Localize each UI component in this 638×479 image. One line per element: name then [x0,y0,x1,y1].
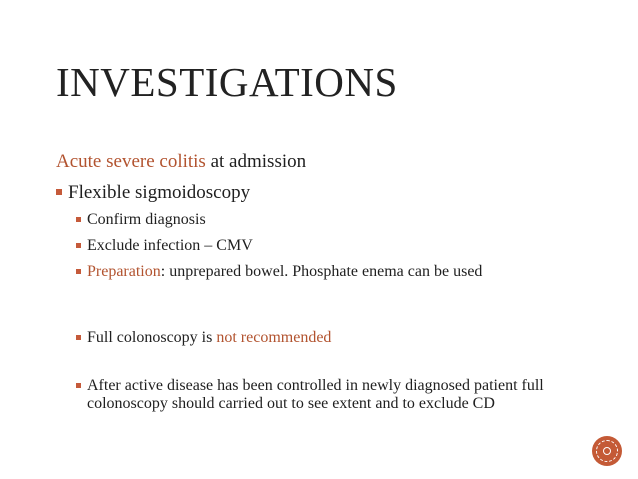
logo-center [603,447,611,455]
subbullet-after-active-disease [76,377,586,413]
subbullet-full-colonoscopy [76,329,586,347]
subbullet-preparation [76,263,586,281]
square-bullet-icon [76,217,81,222]
square-bullet-icon [56,189,62,195]
preparation-rest: : unprepared bowel. Phosphate enema can be used [160,263,483,280]
colonoscopy-start: Full colonoscopy is [87,329,217,346]
subbullet-confirm-diagnosis [76,211,586,229]
square-bullet-icon [76,383,81,388]
square-bullet-icon [76,335,81,340]
circular-logo-icon [592,436,622,466]
subbullet-text: Confirm diagnosis [87,211,206,228]
subbullet-text [87,263,586,281]
subbullet-text: After active disease has been controlled in newly diagnosed patient full colonoscopy should carried out to see extent and to exclude CD [87,377,544,412]
square-bullet-icon [76,269,81,274]
subbullet-text [87,329,586,347]
heading-accent: Acute severe colitis [56,151,206,172]
subbullet-exclude-infection [76,237,586,255]
subbullet-text: Exclude infection – CMV [87,237,253,254]
square-bullet-icon [76,243,81,248]
not-recommended-accent: not recommended [216,329,332,346]
heading-rest: at admission [205,151,307,172]
preparation-accent: Preparation [87,263,161,280]
bullet-label: Flexible sigmoidoscopy [68,182,251,203]
slide-title: INVESTIGATIONS [56,59,398,105]
section-heading [56,152,306,173]
bullet-flexible-sigmoidoscopy [56,183,250,204]
